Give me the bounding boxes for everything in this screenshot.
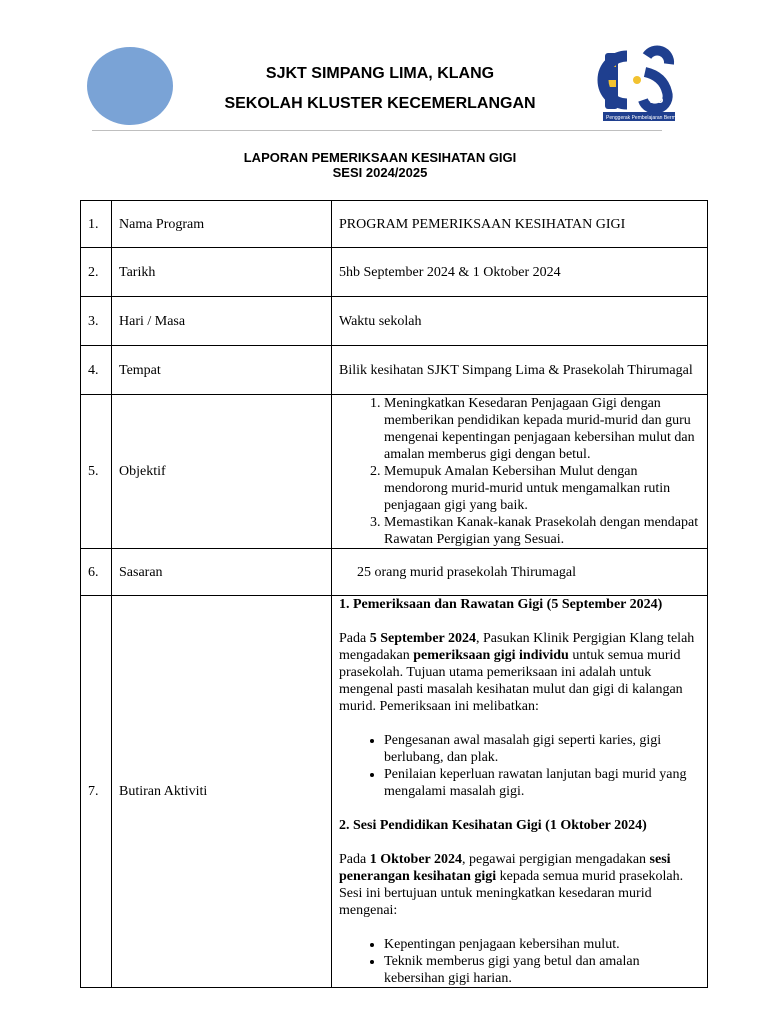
table-row bbox=[81, 549, 708, 596]
objectives-list bbox=[339, 395, 700, 548]
school-logo-circle bbox=[87, 47, 173, 125]
table-row bbox=[81, 201, 708, 248]
row-number: 7. bbox=[81, 596, 112, 988]
row-label: Sasaran bbox=[112, 549, 332, 596]
list-item: • Pengesanan awal masalah gigi seperti karies, gigi berlubang, dan plak. bbox=[384, 732, 700, 766]
list-item: • Penilaian keperluan rawatan lanjutan bagi murid yang mengalami masalah gigi. bbox=[384, 766, 700, 800]
kluster-25-logo bbox=[601, 50, 687, 124]
table-row bbox=[81, 596, 708, 988]
row-number: 6. bbox=[81, 549, 112, 596]
row-value: Waktu sekolah bbox=[332, 297, 708, 346]
objectives-cell bbox=[332, 395, 708, 549]
row-number: 2. bbox=[81, 248, 112, 297]
activity-1-paragraph: Pada 5 September 2024, Pasukan Klinik Pergigian Klang telah mengadakan pemeriksaan gigi individu untuk semua murid prasekolah. Tujuan utama pemeriksaan ini adalah untuk mengenal pasti masalah kesihatan mulut dan gigi di kalangan murid. Pemeriksaan ini melibatkan: bbox=[339, 631, 695, 714]
list-item: 3. Memastikan Kanak-kanak Prasekolah dengan mendapat Rawatan Pergigian yang Sesuai. bbox=[384, 514, 700, 548]
activity-1-bullets bbox=[339, 732, 700, 800]
row-label: Butiran Aktiviti bbox=[112, 596, 332, 988]
list-item: 2. Memupuk Amalan Kebersihan Mulut dengan mendorong murid-murid untuk mengamalkan rutin penjagaan gigi yang baik. bbox=[384, 463, 700, 514]
row-label: Objektif bbox=[112, 395, 332, 549]
activity-2-paragraph: Pada 1 Oktober 2024, pegawai pergigian mengadakan sesi penerangan kesihatan gigi kepada semua murid prasekolah. Sesi ini bertujuan untuk meningkatkan kesedaran murid mengenai: bbox=[339, 852, 684, 918]
cluster-title: SEKOLAH KLUSTER KECEMERLANGAN bbox=[224, 95, 536, 112]
row-number: 1. bbox=[81, 201, 112, 248]
list-item: • Teknik memberus gigi yang betul dan amalan kebersihan gigi harian. bbox=[384, 953, 700, 987]
row-value: 5hb September 2024 & 1 Oktober 2024 bbox=[332, 248, 708, 297]
list-item: 1. Meningkatkan Kesedaran Penjagaan Gigi dengan memberikan pendidikan kepada murid-murid dan guru mengenai kepentingan penjagaan kebersihan mulut dan amalan memberus gigi dengan betul. bbox=[384, 395, 700, 463]
school-name: SJKT SIMPANG LIMA, KLANG bbox=[265, 65, 495, 82]
table-row bbox=[81, 346, 708, 395]
activity-details-cell bbox=[332, 596, 708, 988]
row-number: 5. bbox=[81, 395, 112, 549]
row-label: Nama Program bbox=[112, 201, 332, 248]
report-title: LAPORAN PEMERIKSAAN KESIHATAN GIGI bbox=[243, 150, 517, 165]
logo-caption: Penggerak Pembelajaran Bermakna bbox=[606, 115, 687, 121]
row-label: Hari / Masa bbox=[112, 297, 332, 346]
table-row bbox=[81, 395, 708, 549]
activity-1-heading: 1. Pemeriksaan dan Rawatan Gigi (5 September 2024) bbox=[339, 597, 663, 612]
row-value: 25 orang murid prasekolah Thirumagal bbox=[332, 549, 708, 596]
row-label: Tarikh bbox=[112, 248, 332, 297]
row-number: 3. bbox=[81, 297, 112, 346]
activity-2-heading: 2. Sesi Pendidikan Kesihatan Gigi (1 Oktober 2024) bbox=[339, 818, 647, 833]
header-divider bbox=[92, 130, 662, 131]
activity-2-bullets bbox=[339, 936, 700, 987]
row-label: Tempat bbox=[112, 346, 332, 395]
report-session: SESI 2024/2025 bbox=[332, 165, 428, 180]
table-row bbox=[81, 248, 708, 297]
row-value: Bilik kesihatan SJKT Simpang Lima & Prasekolah Thirumagal bbox=[332, 346, 708, 395]
list-item: • Kepentingan penjagaan kebersihan mulut. bbox=[384, 936, 700, 953]
table-row bbox=[81, 297, 708, 346]
row-value: PROGRAM PEMERIKSAAN KESIHATAN GIGI bbox=[332, 201, 708, 248]
report-table bbox=[80, 200, 708, 988]
logo-number: 25 bbox=[650, 92, 664, 106]
row-number: 4. bbox=[81, 346, 112, 395]
